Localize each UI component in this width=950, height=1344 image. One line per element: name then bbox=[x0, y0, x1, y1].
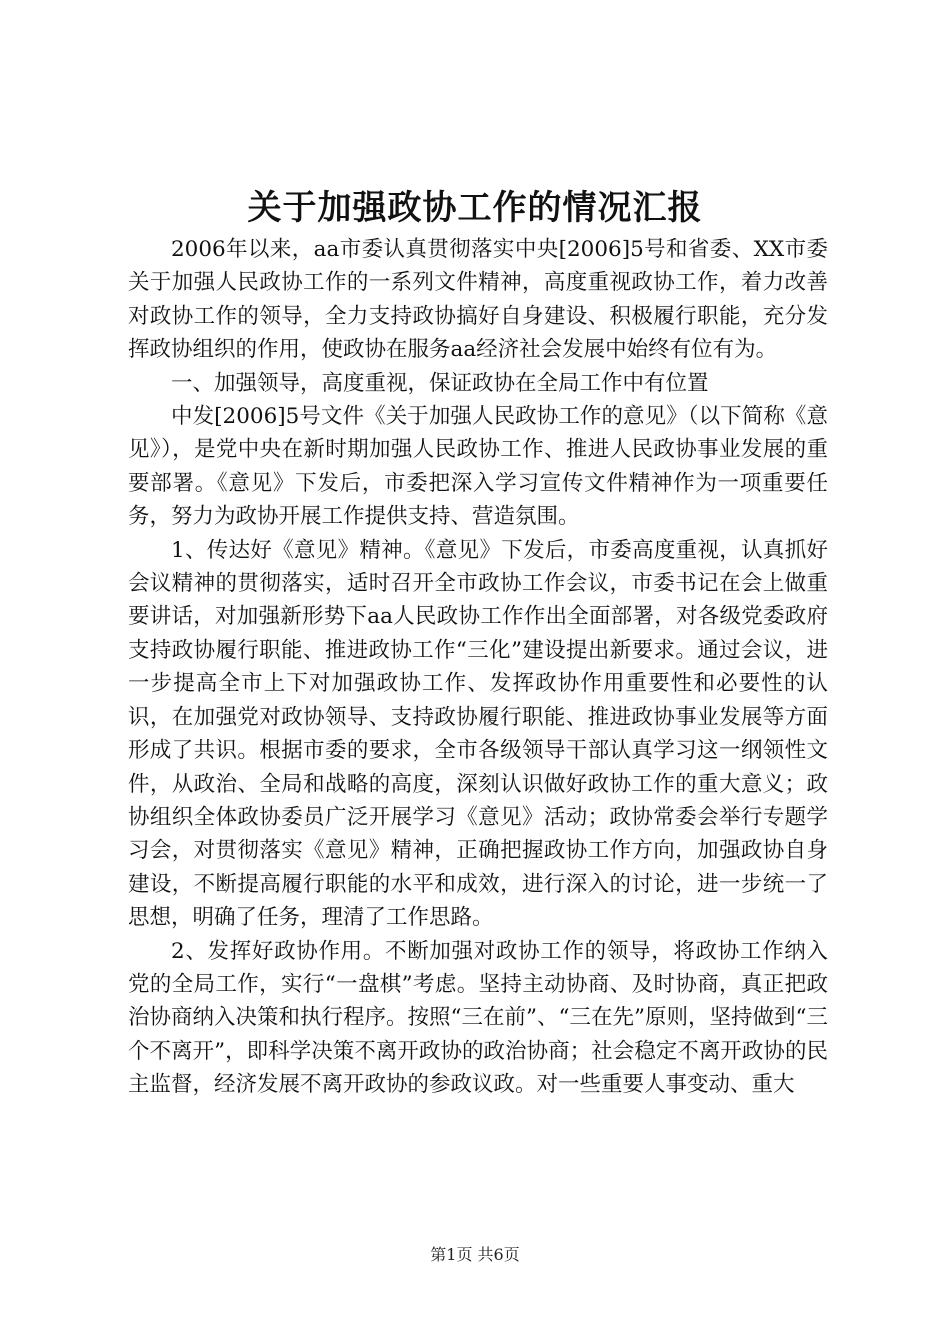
paragraph-section-1: 中发[2006]5号文件《关于加强人民政协工作的意见》（以下简称《意见》），是党中央在新时期加强人民政协工作、推进人民政协事业发展的重要部署。《意见》下发后，市委把深入学习宣传文件精神作为一项重要任务，努力为政协开展工作提供支持、营造氛围。 bbox=[128, 404, 828, 530]
document-body bbox=[128, 233, 828, 1102]
paragraph-intro: 2006年以来，aa市委认真贯彻落实中央[2006]5号和省委、XX市委关于加强人民政协工作的一系列文件精神，高度重视政协工作，着力改善对政协工作的领导，全力支持政协搞好自身建设、积极履行职能，充分发挥政协组织的作用，使政协在服务aa经济社会发展中始终有位有为。 bbox=[128, 237, 828, 363]
paragraph-item-1: 1、传达好《意见》精神。《意见》下发后，市委高度重视，认真抓好会议精神的贯彻落实，适时召开全市政协工作会议，市委书记在会上做重要讲话，对加强新形势下aa人民政协工作作出全面部署，对各级党委政府支持政协履行职能、推进政协工作“三化”建设提出新要求。通过会议，进一步提高全市上下对加强政协工作、发挥政协作用重要性和必要性的认识，在加强党对政协领导、支持政协履行职能、推进政协事业发展等方面形成了共识。根据市委的要求，全市各级领导干部认真学习这一纲领性文件，从政治、全局和战略的高度，深刻认识做好政协工作的重大意义；政协组织全体政协委员广泛开展学习《意见》活动；政协常委会举行专题学习会，对贯彻落实《意见》精神，正确把握政协工作方向，加强政协自身建设，不断提高履行职能的水平和成效，进行深入的讨论，进一步统一了思想，明确了任务，理清了工作思路。 bbox=[128, 537, 828, 931]
section-heading-1: 一、加强领导，高度重视，保证政协在全局工作中有位置 bbox=[171, 370, 709, 396]
document-title: 关于加强政协工作的情况汇报 bbox=[247, 188, 703, 228]
page-footer: 第1页 共6页 bbox=[430, 1245, 520, 1264]
paragraph-item-2: 2、发挥好政协作用。不断加强对政协工作的领导，将政协工作纳入党的全局工作，实行“一盘棋”考虑。坚持主动协商、及时协商，真正把政治协商纳入决策和执行程序。按照“三在前”、“三在先”原则，坚持做到“三个不离开”，即科学决策不离开政协的政治协商；社会稳定不离开政协的民主监督，经济发展不离开政协的参政议政。对一些重要人事变动、重大 bbox=[128, 938, 828, 1098]
